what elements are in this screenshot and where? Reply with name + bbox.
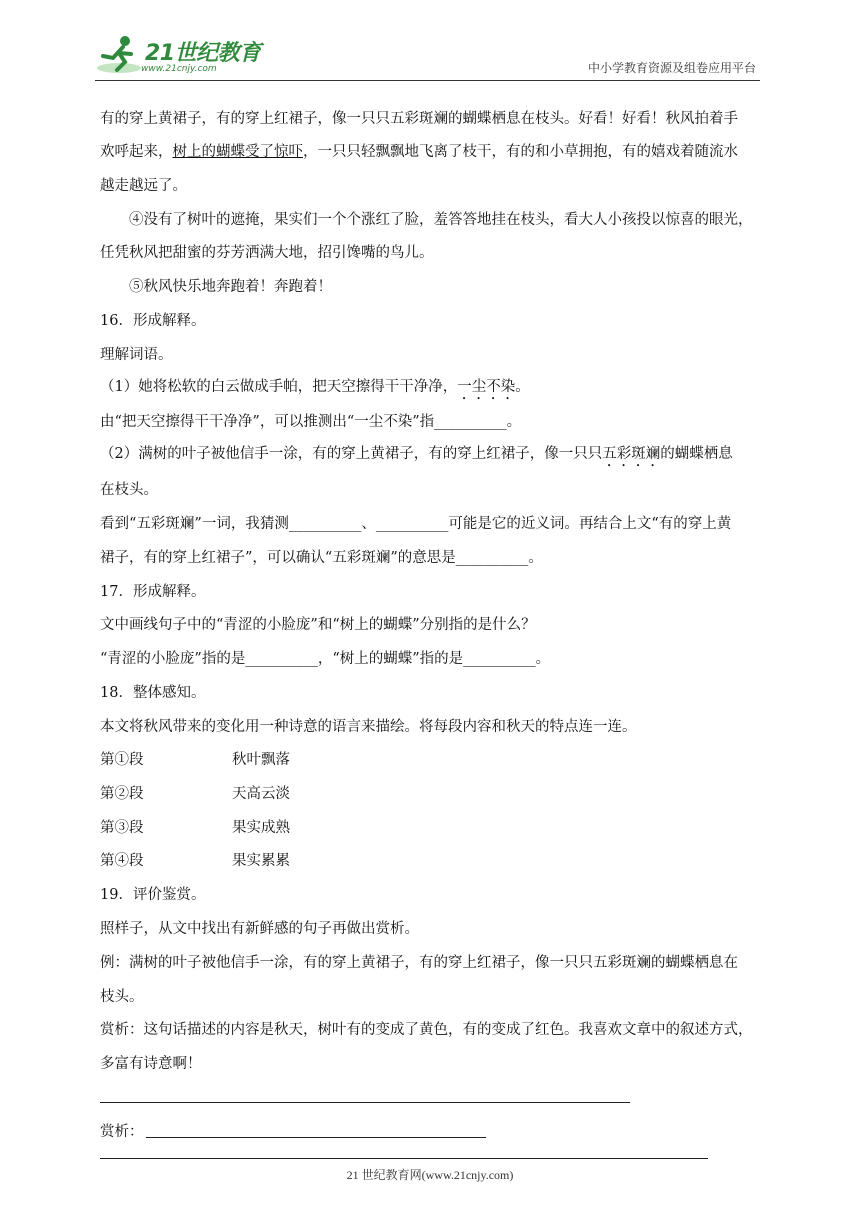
answer-label: 赏析： xyxy=(100,1124,144,1140)
matching-row: 第③段 果实成熟 xyxy=(100,820,290,836)
question-16-item-1-ask: 由“把天空擦得干干净净”，可以推测出“一尘不染”指__________。 xyxy=(100,414,522,430)
question-17-title: 17．形成解释。 xyxy=(100,584,206,600)
page-footer: 21 世纪教育网(www.21cnjy.com) xyxy=(346,1168,514,1182)
logo-name: 21世纪教育 xyxy=(145,41,261,66)
question-19-example: 枝头。 xyxy=(100,989,144,1005)
question-16-item-1: （1）她将松软的白云做成手帕，把天空擦得干干净净，一尘不染。 xyxy=(100,379,530,395)
question-19-ask: 照样子，从文中找出有新鲜感的句子再做出赏析。 xyxy=(100,921,419,937)
dotted-word: 一尘不染 xyxy=(457,379,516,395)
site-logo xyxy=(95,34,265,76)
passage-line: 任凭秋风把甜蜜的芬芳洒满大地，招引馋嘴的鸟儿。 xyxy=(100,245,434,261)
question-17-answer: “青涩的小脸庞”指的是__________，“树上的蝴蝶”指的是__________。 xyxy=(100,651,551,667)
matching-row: 第①段 秋叶飘落 xyxy=(100,752,290,768)
passage-paragraph-5: ⑤秋风快乐地奔跑着！奔跑着！ xyxy=(129,279,332,295)
question-16-item-2-ask: 裙子，有的穿上红裙子”，可以确认“五彩斑斓”的意思是__________。 xyxy=(100,550,543,566)
underlined-sentence: 树上的蝴蝶受了惊吓 xyxy=(172,144,303,160)
passage-paragraph-4: ④没有了树叶的遮掩，果实们一个个涨红了脸，羞答答地挂在枝头，看大人小孩投以惊喜的眼光， xyxy=(129,212,753,228)
question-16-item-2-cont: 在枝头。 xyxy=(100,482,158,498)
footer-divider xyxy=(100,1158,708,1159)
question-18-ask: 本文将秋风带来的变化用一种诗意的语言来描绘。将每段内容和秋天的特点连一连。 xyxy=(100,719,637,735)
passage-line: 越走越远了。 xyxy=(100,178,187,194)
question-19-analysis: 多富有诗意啊！ xyxy=(100,1056,202,1072)
matching-row: 第④段 果实累累 xyxy=(100,853,290,869)
answer-line[interactable] xyxy=(146,1137,486,1138)
answer-line[interactable] xyxy=(100,1102,630,1103)
question-17-ask: 文中画线句子中的“青涩的小脸庞”和“树上的蝴蝶”分别指的是什么？ xyxy=(100,617,536,633)
passage-line: 欢呼起来，树上的蝴蝶受了惊吓，一只只轻飘飘地飞离了枝干，有的和小草拥抱，有的嬉戏着随流水 xyxy=(100,144,738,160)
logo-url: www.21cnjy.com xyxy=(141,64,217,74)
question-18-title: 18．整体感知。 xyxy=(100,685,206,701)
question-16-item-2: （2）满树的叶子被他信手一涂，有的穿上黄裙子，有的穿上红裙子，像一只只五彩斑斓的蝴蝶栖息 xyxy=(100,446,733,462)
question-16-item-2-ask: 看到“五彩斑斓”一词，我猜测__________、__________可能是它的近义词。再结合上文“有的穿上黄 xyxy=(100,516,732,532)
question-19-analysis: 赏析：这句话描述的内容是秋天，树叶有的变成了黄色，有的变成了红色。我喜欢文章中的叙述方式， xyxy=(100,1022,753,1038)
page-header xyxy=(95,30,760,81)
passage-line: 有的穿上黄裙子，有的穿上红裙子，像一只只五彩斑斓的蝴蝶栖息在枝头。好看！好看！秋风拍着手 xyxy=(100,111,738,127)
runner-icon xyxy=(95,34,143,76)
question-16-title: 16．形成解释。 xyxy=(100,313,206,329)
question-16-sub: 理解词语。 xyxy=(100,347,173,363)
question-19-title: 19．评价鉴赏。 xyxy=(100,887,206,903)
dotted-word: 五彩斑斓 xyxy=(602,446,661,462)
matching-row: 第②段 天高云淡 xyxy=(100,786,290,802)
header-tagline: 中小学教育资源及组卷应用平台 xyxy=(587,61,756,75)
question-19-example: 例：满树的叶子被他信手一涂，有的穿上黄裙子，有的穿上红裙子，像一只只五彩斑斓的蝴蝶栖息在 xyxy=(100,955,738,971)
